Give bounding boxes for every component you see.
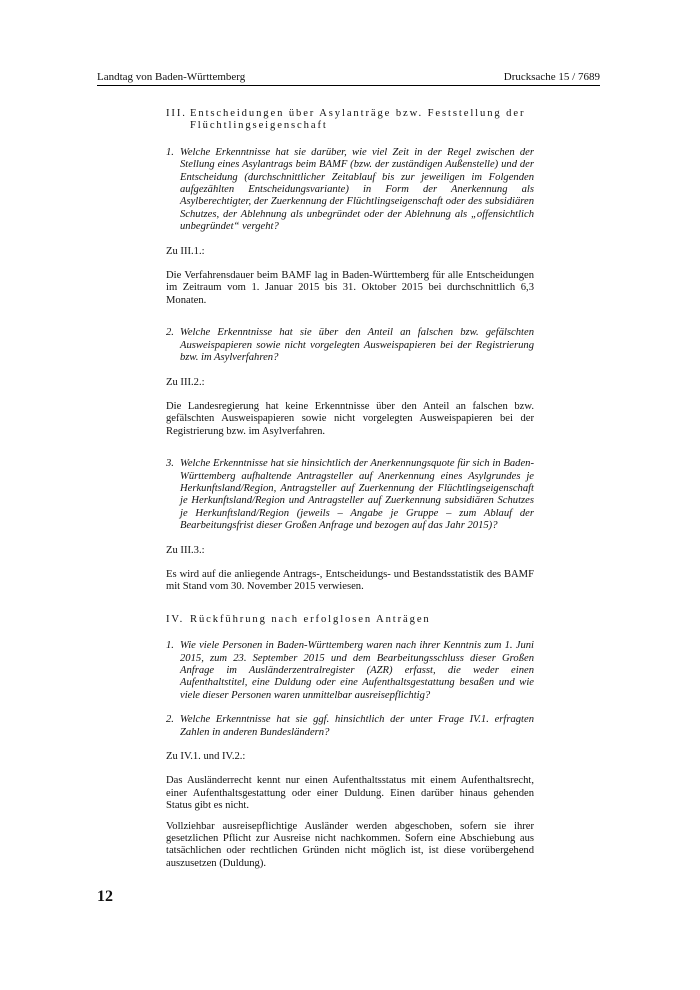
question-text: Welche Erkenntnisse hat sie darüber, wie viel Zeit in der Regel zwischen der Stellung eines Asylantrags beim BAMF (bzw. der zuständigen Außenstelle) und der Entscheidung (durchschnittlicher Zeitablauf bis zur jeweiligen im Folgenden aufgezählten Entscheidungsvariante) in Form der Anerkennung als Asylberechtigter, der Zuerkennung der Flüchtlingseigenschaft oder des subsidiären Schutzes, der Ablehnung als unbegründet oder der Ablehnung als „offensichtlich unbegründet“ vergeht? [180, 146, 534, 233]
question-iii-2 [166, 327, 534, 364]
question-number: 3. [166, 458, 174, 470]
header-left: Landtag von Baden-Württemberg [97, 71, 246, 83]
question-number: 1. [166, 146, 174, 158]
question-iii-1 [166, 147, 534, 234]
question-text: Welche Erkenntnisse hat sie über den Anteil an falschen bzw. gefälschten Ausweispapieren sowie nicht vorgelegten Ausweispapieren bei der Registrierung bzw. im Asylverfahren? [180, 327, 534, 364]
document-body [166, 108, 534, 870]
section-number: IV. [166, 613, 185, 625]
question-iv-1 [166, 640, 534, 702]
section-heading-iv [166, 614, 534, 626]
section-number: III. [166, 108, 187, 119]
question-text: Welche Erkenntnisse hat sie hinsichtlich der Anerkennungsquote für sich in Baden-Württemberg aufhaltende Antragsteller auf Anerkennung eines Asylgrundes je Herkunftsland/Region, Antragsteller auf Zuerkennung der Flüchtlingseigenschaft je Herkunftsland/Region und Antragsteller auf Zuerkennung subsidiären Schutzes je Herkunftsland/Region (jeweils – Angabe je Gruppe – zum Ablauf der Bearbeitungsfrist dieser Großen Anfrage und bezogen auf das Jahr 2015)? [180, 458, 534, 532]
answer-label-iii-1: Zu III.1.: [166, 245, 205, 257]
question-number: 2. [166, 327, 174, 339]
question-iii-3 [166, 458, 534, 532]
section-heading-iii [166, 108, 534, 133]
question-text: Wie viele Personen in Baden-Württemberg waren nach ihrer Kenntnis zum 1. Juni 2015, zum 23. September 2015 und dem Bearbeitungsschluss dieser Großen Anfrage im Ausländerzentralregister (AZR) erfasst, die weder einen Aufenthaltstitel, eine Duldung oder eine Aufenthaltsgestattung besaßen und wie viele dieser Personen waren unmittelbar ausreisepflichtig? [180, 640, 534, 701]
answer-text-iii-1: Die Verfahrensdauer beim BAMF lag in Baden-Württemberg für alle Entscheidungen im Zeitraum vom 1. Januar 2015 bis 31. Oktober 2015 bei durchschnittlich 6,3 Monaten. [166, 270, 534, 306]
section-title: Rückführung nach erfolglosen Anträgen [190, 613, 431, 625]
question-text: Welche Erkenntnisse hat sie ggf. hinsichtlich der unter Frage IV.1. erfragten Zahlen in anderen Bundesländern? [180, 714, 534, 738]
question-number: 1. [166, 640, 174, 652]
page-number: 12 [97, 888, 113, 905]
question-number: 2. [166, 714, 174, 726]
answer-text-iii-3: Es wird auf die anliegende Antrags-, Entscheidungs- und Bestandsstatistik des BAMF mit Stand vom 30. November 2015 verwiesen. [166, 568, 534, 593]
header-right: Drucksache 15 / 7689 [503, 71, 600, 83]
answer-text-iv-1: Das Ausländerrecht kennt nur einen Aufenthaltsstatus mit einem Aufenthaltsrecht, einer Aufenthaltsgestattung oder einer Duldung. Einen darüber hinaus gehenden Status gibt es nicht. [166, 775, 534, 812]
answer-label-iii-3: Zu III.3.: [166, 544, 205, 556]
page-header [97, 71, 600, 84]
answer-text-iii-2: Die Landesregierung hat keine Erkenntnisse über den Anteil an falschen bzw. gefälschten Ausweispapieren sowie nicht vorgelegten Ausweispapieren bei der Registrierung bzw. im Asylverfahren. [166, 400, 534, 437]
answer-label-iv-1-2: Zu IV.1. und IV.2.: [166, 751, 246, 763]
header-rule [97, 85, 600, 86]
answer-text-iv-2: Vollziehbar ausreisepflichtige Ausländer werden abgeschoben, sofern sie ihrer gesetzlichen Pflicht zur Ausreise nicht nachkommen. Sofern eine Abschiebung aus tatsächlichen oder rechtlichen Gründen nicht möglich ist, ist diese vorübergehend auszusetzen (Duldung). [166, 820, 534, 869]
question-iv-2 [166, 714, 534, 739]
answer-label-iii-2: Zu III.2.: [166, 376, 205, 388]
section-title: Entscheidungen über Asylanträge bzw. Feststellung der Flüchtlingseigenschaft [190, 108, 526, 132]
